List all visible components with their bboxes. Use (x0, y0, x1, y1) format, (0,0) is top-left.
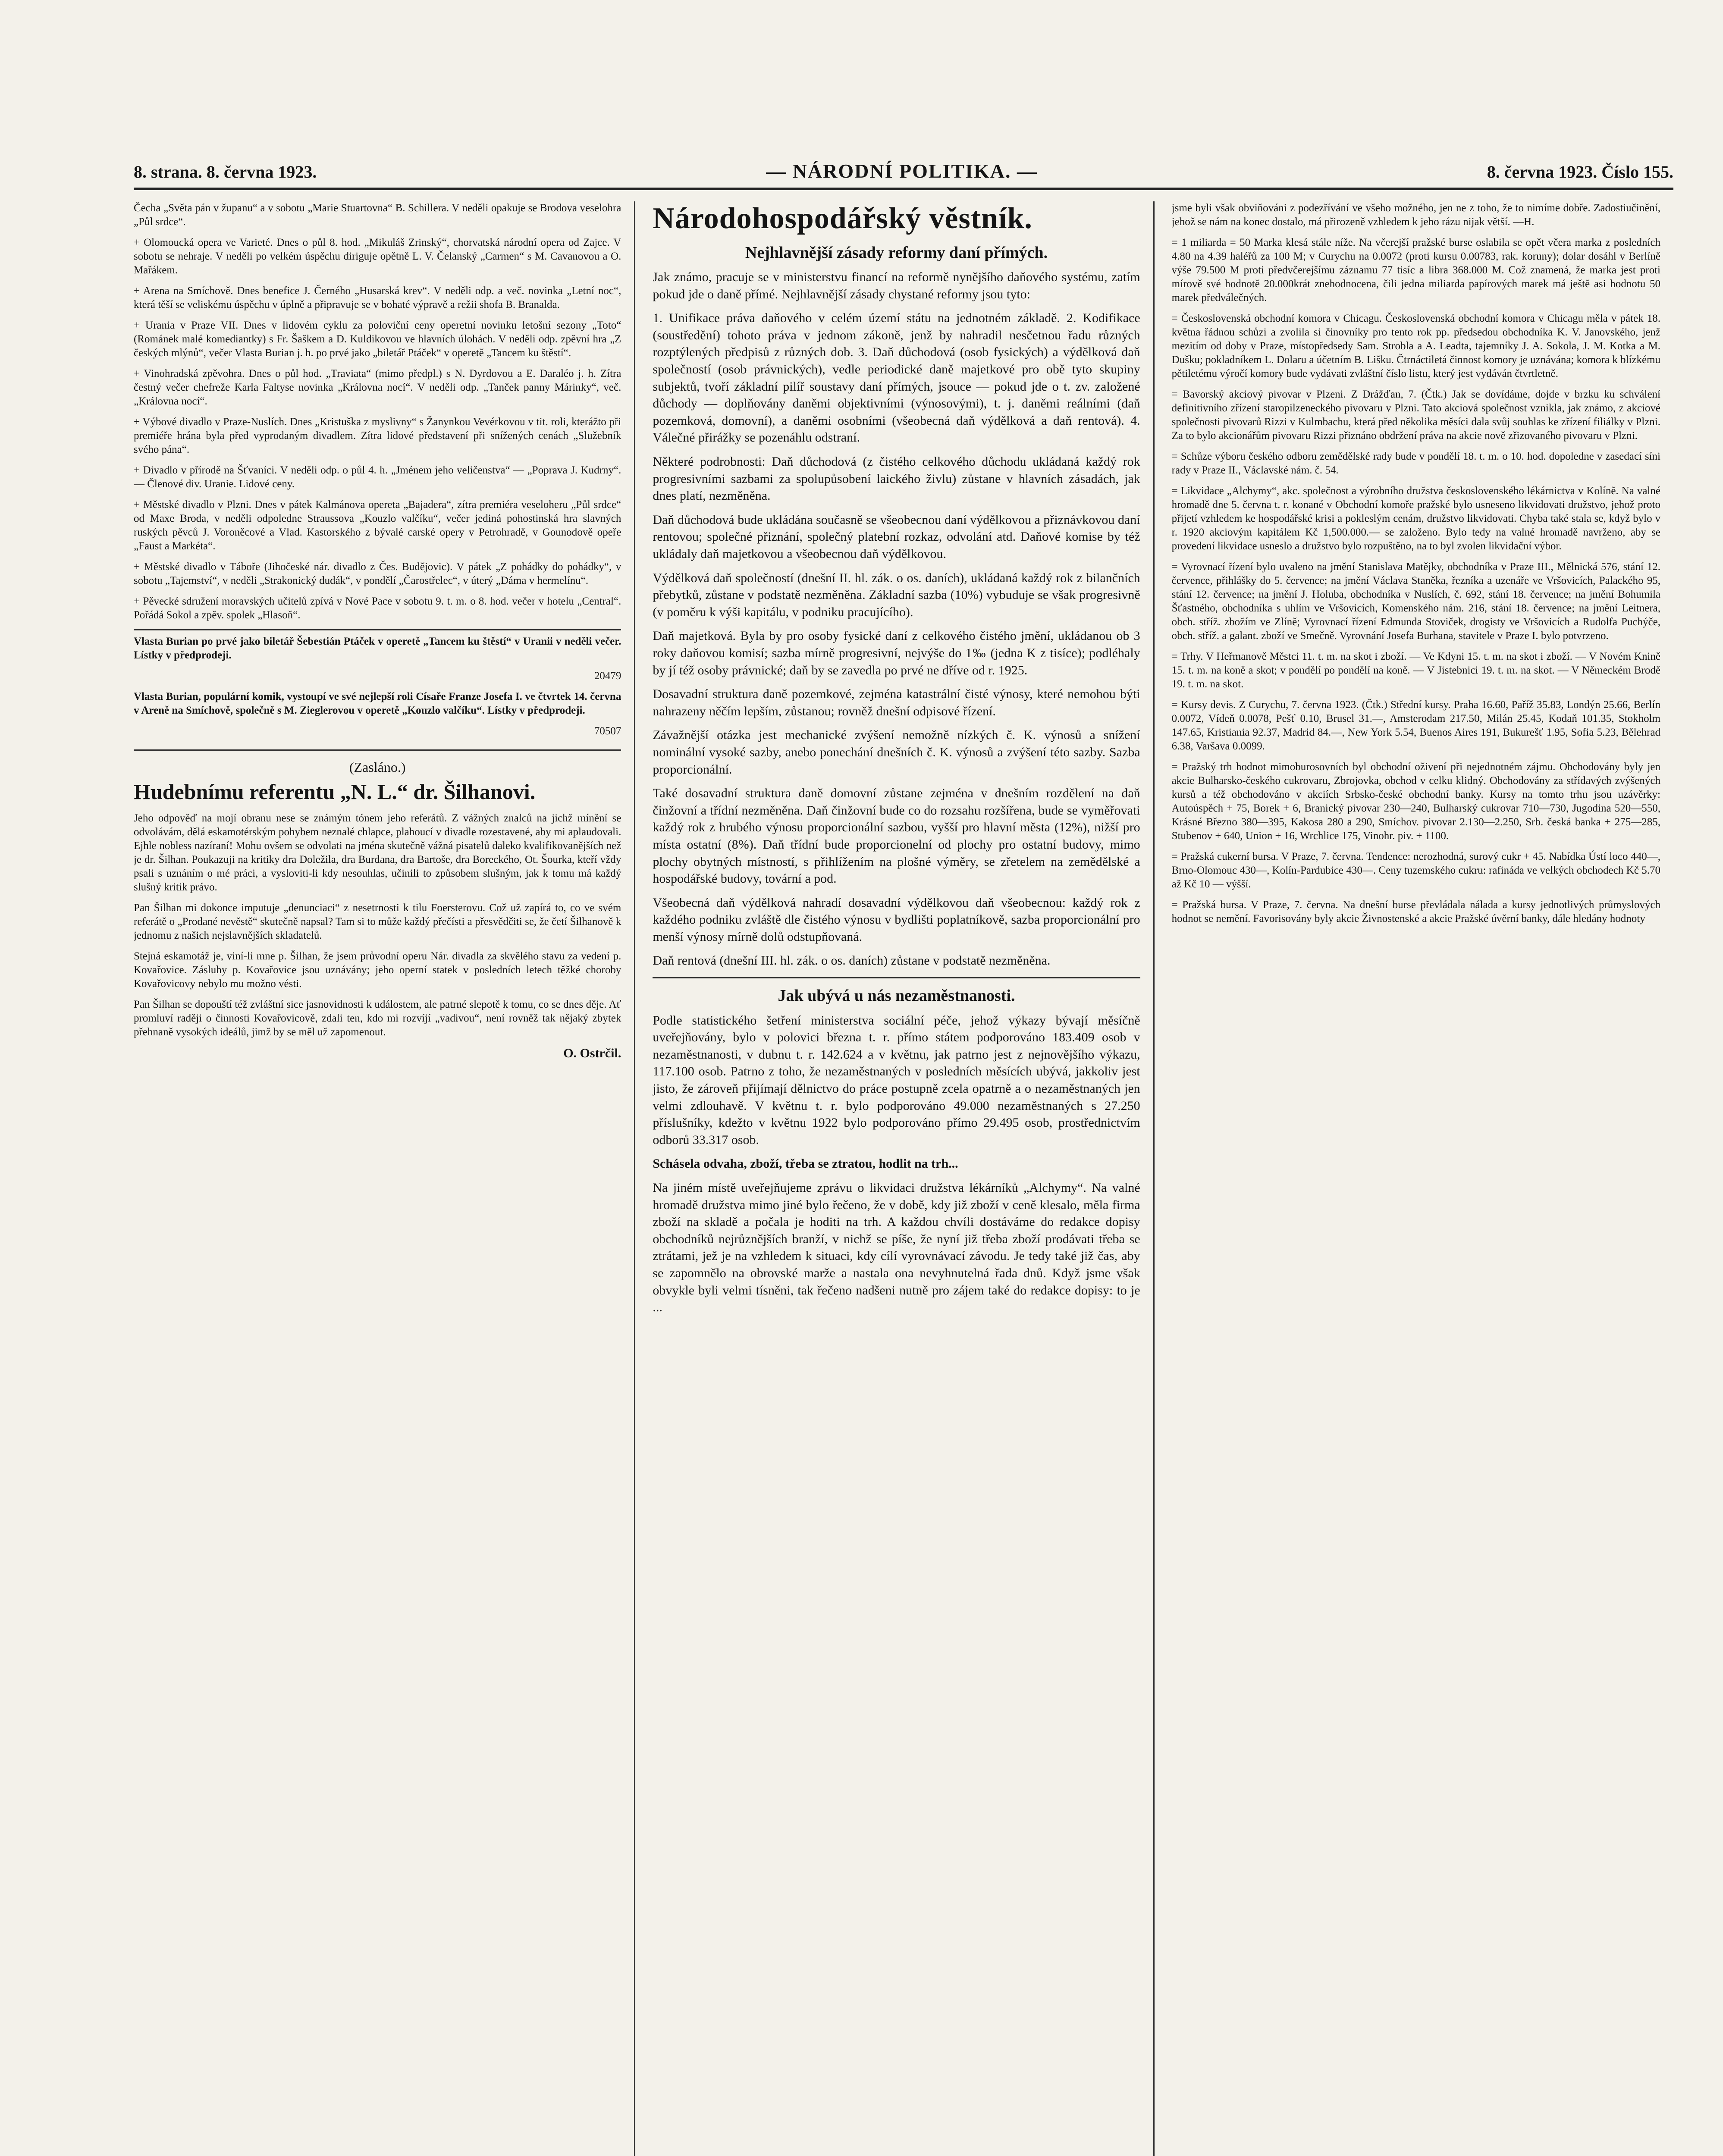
header-newspaper-title: — NÁRODNÍ POLITIKA. — (766, 160, 1038, 182)
theatre-news-item: + Vinohradská zpěvohra. Dnes o půl hod. „Traviata“ (mimo předpl.) s N. Dyrdovou a E. Daraléo j. h. Zítra čestný večer chefreže Karla Faltyse novinka „Královna nocí“. V neděli odp. „Tanček panny Márinky“, več. „Královna nocí“. (134, 368, 621, 407)
zaslano-label: (Zasláno.) (349, 759, 406, 775)
section-title: Národohospodářský věstník. (653, 202, 1033, 235)
referent-paragraph: Jeho odpověď na mojí obranu nese se známým tónem jeho referátů. Z vážných znalců na jichž mínění se odvolávám, dělá eskamotérským pohybem neznalé chlapce, plahoucí v divadle rozestavené, aby mi aplaudovali. Ejhle nobless nazíraní! Mohu ovšem se odvolati na jména skutečně vážná pisatelů daleko kvalifikovanějších než je dr. Šilhan. Poukazuji na kritiky dra Doležila, dra Burdana, dra Bartoše, dra Boreckého, Ot. Šourka, kteří vždy psali s uznáním o mé práci, a vysloviti-li kdy nesouhlas, učinili to způsobem slušným, jak k tomu má každý slušný kritik právo. (134, 812, 621, 893)
advertisement-code: 70507 (594, 725, 621, 737)
article-paragraph: Jak známo, pracuje se v ministerstvu financí na reformě nynějšího daňového systému, zatím pokud jde o daně přímé. Nejhlavnější zásady chystané reformy jsou tyto: (653, 270, 1140, 301)
economic-news-item: = Bavorský akciový pivovar v Plzeni. Z Drážďan, 7. (Čtk.) Jak se dovídáme, dojde v brzku ku schválení definitivního zřízení staropilzeneckého pivovaru v Plzni. Tato akciová společnost vznikla, jak známo, z akciové společnosti pivovarů Rizzi v Kulmbachu, která před několika měsíci dala svůj souhlas ke zřízení filiálky v Plzni. Za to bylo akcionářům pivovaru Rizzi přiznáno obdržení práva na akcie nově zřizovaného pivovaru v Plzni. (1171, 389, 1660, 442)
article-paragraph: Některé podrobnosti: Daň důchodová (z čistého celkového důchodu ukládaná každý rok progresivními sazbami za spolupůsobení laického živlu) zůstane v hlavních zásadách, jak dnes platí, nezměněna. (653, 454, 1140, 503)
header-page-date: 8. strana. 8. června 1923. (134, 162, 317, 182)
advertisement-text: Vlasta Burian, populární komik, vystoupí ve své nejlepší roli Císaře Franze Josefa I. ve čtvrtek 14. června v Areně na Smíchově, společně s M. Zieglerovou v operetě „Kouzlo valčíku“. Lístky v předprodeji. (134, 691, 621, 716)
page-header (134, 160, 1673, 190)
article-paragraph: Daň důchodová bude ukládána současně se všeobecnou daní výdělkovou a přiznávkovou daní rentovou; společné přiznání, společný platební rozkaz, odvolání atd. Daňové komise by též ukládaly daň majetkovou a všeobecnou daň výdělkovou. (653, 512, 1140, 561)
article-paragraph: Závažnější otázka jest mechanické zvýšení nemožně nízkých č. K. výnosů a snížení nominální vysoké sazby, anebo ponechání dnešních č. K. výnosů a zvýšení této sazby. Sazba proporcionální. (653, 728, 1140, 777)
article-paragraph: Všeobecná daň výdělková nahradí dosavadní výdělkovou daň všeobecnou: každý rok z každého podniku zvláště dle čistého výnosu v bydlišti poplatníkově, sazba proporcionální pro menší výnosy mírně dolů odstupňovaná. (653, 895, 1140, 944)
article-headline: Nejhlavnější zásady reformy daní přímých. (745, 243, 1048, 262)
referent-paragraph: Stejná eskamotáž je, viní-li mne p. Šilhan, že jsem průvodní operu Nár. divadla za skvělého stavu za vedení p. Kovařovice. Zásluhy p. Kovařovice jsou uznávány; jeho operní statek v posledních letech těžké choroby Kovařovicovy nebylo mu možno vésti. (134, 950, 621, 990)
economic-news-item: = 1 miliarda = 50 Marka klesá stále níže. Na včerejší pražské burse oslabila se opět včera marka z posledních 4.80 na 4.39 haléřů za 100 M; v Curychu na 0.0072 (proti kursu 0.00783, rak. koruny); dolar dosáhl v Berlíně výše 79.500 M proti předvčerejšímu záznamu 77 tisíc a libra 368.000 M. Což znamená, že marka jest proti mírově své hodnotě 20.000krát znehodnocena, čili jedna miliarda papírových marek má ještě asi hodnotu 50 marek předválečných. (1171, 237, 1660, 304)
newspaper-page (134, 160, 1673, 2156)
theatre-news-item: + Arena na Smíchově. Dnes benefice J. Černého „Husarská krev“. V neděli odp. a več. novinka „Letní noc“, která těší se veliskému úspěchu v úplně a připravuje se v bohaté výpravě a režii shofa B. Branalda. (134, 285, 621, 310)
economic-news-item: = Kursy devis. Z Curychu, 7. června 1923. (Čtk.) Střední kursy. Praha 16.60, Paříž 35.83, Londýn 25.66, Berlín 0.0072, Vídeň 0.0078, Pešť 0.10, Brusel 31.—, Amsterodam 217.50, Milán 25.45, Kodaň 101.35, Stokholm 147.65, Kristiania 92.37, Madrid 84.—, New York 5.54, Buenos Aires 191, Bukurešť 1.95, Sofia 5.23, Bělehrad 6.38, Varšava 0.0099. (1171, 699, 1660, 752)
column-right (1172, 201, 1673, 2156)
advertisement-code: 20479 (594, 670, 621, 682)
article-paragraph: Dosavadní struktura daně pozemkové, zejména katastrální čisté výnosy, které nemohou býti nahrazeny něčím lepším, zůstanou; rovněž dnešní odpisové řízení. (653, 687, 1140, 718)
economic-news-item: = Pražská cukerní bursa. V Praze, 7. června. Tendence: nerozhodná, surový cukr + 45. Nabídka Ústí loco 440—, Brno-Olomouc 430—, Kolín-Pardubice 430—. Ceny tuzemského cukru: rafináda ve velkých obchodech Kč 5.70 až Kč 10 — výšší. (1171, 851, 1660, 890)
theatre-news-item: + Divadlo v přírodě na Šťvaníci. V neděli odp. o půl 4. h. „Jménem jeho veličenstva“ — „Poprava J. Kudrny“. — Členové div. Uranie. Lidové ceny. (134, 464, 621, 490)
referent-paragraph: Pan Šilhan se dopouští též zvláštní sice jasnovidnosti k událostem, ale patrné slepotě k tomu, co se dnes děje. Ať promluví raději o činnosti Kovařovicově, zdali ten, kdo mi rozvíjí „vadivou“, není rovněž tak nějaký zbytek přehnaně vysokých ideálů, jimž by se měl už zapomenout. (134, 998, 621, 1038)
economic-news-item: = Pražská bursa. V Praze, 7. června. Na dnešní burse převládala nálada a kursy jednotlivých průmyslových hodnot se nemění. Favorisovány byly akcie Živnostenské a akcie Pražské úvěrní banky, dále hledány hodnoty (1171, 899, 1660, 924)
article-paragraph: 1. Unifikace práva daňového v celém území státu na jednotném základě. 2. Kodifikace (soustředění) tohoto práva v jednom zákoně, jenž by nahradil nesčetnou řadu různých rozptýlených předpisů z různých dob. 3. Daň důchodová (osob fysických) a výdělková daň společností (osob právnických), vedle periodické daně majetkové pro obě tyto skupiny subjektů, tvoří základní pilíř soustavy daní přímých, jsouce — pokud jde o t. zv. založené důchody — doplňovány daněmi objektivními (výnosovými), t. j. daněmi reálními (daň pozemková, domovní), a daněmi osobními (všeobecná daň výdělková a daň rentová). 4. Válečné přirážky se pozenáhlu odstraní. (653, 311, 1140, 445)
article-paragraph: Výdělková daň společností (dnešní II. hl. zák. o os. daních), ukládaná každý rok z bilančních přebytků, zůstane v podstatě nezměněna. Základní sazba (10%) vybuduje se však progresivně (v poměru k výši kapitálu, v podniku pracujícího). (653, 570, 1140, 619)
columns (134, 201, 1673, 2156)
economic-news-item: = Pražský trh hodnot mimoburosovních byl obchodní oživení při nejednotném zájmu. Obchodovány byly jen akcie Bulharsko-českého cukrovaru, Zbrojovka, obchod v celku klidný. Obchodovány za střídavých zvýšených kursů a též obchodováno v akciích Srbsko-české obchodní banky. Kursy na tomto trhu jsou uzávěrky: Autoúspěch + 75, Borek + 6, Branický pivovar 230—240, Bulharský cukrovar 710—730, Jugodina 520—550, Krásné Březno 380—395, Kakosa 280 a 290, Smíchov. pivovar 2.130—2.250, Srb. česká banka + 275—285, Stubenov + 640, Union + 16, Wrchlice 175, Vinohr. piv. + 1100. (1171, 761, 1660, 842)
article-paragraph: Daň rentová (dnešní III. hl. zák. o os. daních) zůstane v podstatě nezměněna. (653, 953, 1051, 968)
theatre-news-item: + Urania v Praze VII. Dnes v lidovém cyklu za poloviční ceny operetní novinku letošní sezony „Toto“ (Románek malé komediantky) s Fr. Šaškem a D. Kuldikovou ve hlavních úlohách. V neděli odp. zpěvní hra „Z českých mlýnů“, večer Vlasta Burian j. h. po prvé jako „biletář Ptáček“ v operetě „Tancem ku štěstí“. (134, 320, 621, 359)
article-lead: Schásela odvaha, zboží, třeba se ztratou, hodlit na trh... (653, 1156, 958, 1171)
article-paragraph: Daň majetková. Byla by pro osoby fysické daní z celkového čistého jmění, ukládanou ob 3 roky daňovou komisí; sazba mírně progresivní, nejvýše do 1‰ (jedna K z tisíce); podléhaly by jí též osoby právnické; daň by se zavedla po prvé ne dříve od r. 1925. (653, 629, 1140, 677)
header-issue-number: 8. června 1923. Číslo 155. (1487, 162, 1673, 182)
economic-news-item: = Československá obchodní komora v Chicagu. Československá obchodní komora v Chicagu měla v pátek 18. května řádnou schůzi a zvolila si činovníky pro tento rok pp. předsedou obchodníka K. V. Janovského, jenž mezitím od doby v Praze, místopředsedy Sam. Strobla a A. Leadta, tajemníky J. A. Sokola, J. M. Kotka a M. Dušku; pokladníkem L. Dolaru a účetním B. Lišku. Čtrnáctiletá činnost komory je uznávána; komora k blízkému pětiletému výročí komory bude vydávati zvláštní číslo listu, který jest vydáván čtvrtletně. (1171, 313, 1660, 379)
advertisement-block (134, 629, 621, 751)
article-paragraph: Na jiném místě uveřejňujeme zprávu o likvidaci družstva lékárníků „Alchymy“. Na valné hromadě družstva mimo jiné bylo řečeno, že v době, kdy již zboží v ceně klesalo, měla firma zboží na skladě a počala je hoditi na trh. A každou chvíli dostáváme do redakce dopisy obchodníků nejrůznějších branží, v nichž se píše, že nyní již třeba zboží prodávati třeba se ztrátami, jež je na vzhledem k situaci, kdy cílí vyrovnávací závodu. Je tedy také již čas, aby se zapomnělo na obrovské marže a nastala ona nevyhnutelná řada dnů. Když jsme však obvykle byli velmi tísněni, tak řečeno nadšeni nutně pro zájem také do redakce dopisy: to je ... (653, 1181, 1140, 1315)
theatre-news-item: + Výbové divadlo v Praze-Nuslích. Dnes „Kristuška z myslivny“ s Žanynkou Vevérkovou v tit. roli, kterážto při premiéře hrána byla před vyprodaným divadlem. Zítra lidové představení při snížených cenách „Služebník svého pána“. (134, 416, 621, 455)
theatre-news-item: + Pěvecké sdružení moravských učitelů zpívá v Nové Pace v sobotu 9. t. m. o 8. hod. večer v hotelu „Central“. Pořádá Sokol a zpěv. spolek „Hlasoň“. (134, 595, 621, 621)
referent-paragraph: Pan Šilhan mi dokonce imputuje „denunciaci“ z nesetrnosti k tilu Foersterovu. Což už zapírá to, co ve svém referátě o „Prodané nevěstě“ skutečně napsal? Tam si to může každý přečísti a přesvědčiti se, že četí Šilhanově k jednomu z našich nejslavnějších skladatelů. (134, 902, 621, 941)
economic-news-item: = Schůze výboru českého odboru zemědělské rady bude v pondělí 18. t. m. o 10. hod. dopoledne v zasedací síni rady v Praze II., Václavské nám. č. 54. (1171, 451, 1660, 476)
divider (653, 977, 1140, 978)
theatre-news-item: Čecha „Světa pán v županu“ a v sobotu „Marie Stuartovna“ B. Schillera. V neděli opakuje se Brodova veselohra „Půl srdce“. (134, 202, 621, 228)
economic-news-item: = Trhy. V Heřmanově Městci 11. t. m. na skot i zboží. — Ve Kdyni 15. t. m. na skot i zboží. — V Novém Knině 15. t. m. na koně a skot; v pondělí po pondělí na koně. — V Jistebnici 19. t. m. na skot. — V Německém Brodě 19. t. m. na skot. (1171, 651, 1660, 690)
economic-news-item: = Vyrovnací řízení bylo uvaleno na jmění Stanislava Matějky, obchodníka v Praze III., Mělnická 576, stání 12. července, přihlášky do 5. července; na jmění Václava Staněka, řezníka a uzenáře ve Vršovicích, Palackého 95, stání 12. července; na jmění J. Holuba, obchodníka v Nuslích, č. 692, stání 18. července; na jmění Bohumila Šťastného, obchodníka s uhlím ve Vršovicích, Komenského nám. 216, stání 18. července; na jmění Leitnera, obch. stříž. zbožím ve Zlíně; Vyrovnací řízení Edmunda Stoviček, drogisty ve Vršovicích a Rudolfa Puchýče, obch. stříž. a galant. zboží ve Smečně. Vyrovnání Josefa Burhana, stavitele v Praze I. bylo potvrzeno. (1171, 561, 1660, 642)
continued-paragraph: jsme byli však obviňováni z podezřívání ve všeho možného, jen ne z toho, že to nimíme dobře. Zadostiučinění, jehož se nám na konec dostalo, má přirozeně vzhledem k jeho rázu nijak větší. —H. (1171, 202, 1660, 228)
theatre-news-item: + Městské divadlo v Táboře (Jihočeské nár. divadlo z Čes. Budějovic). V pátek „Z pohádky do pohádky“, v sobotu „Tajemství“, v neděli „Strakonický dudák“, v pondělí „Čarostřelec“, v úterý „Dáma v hermelínu“. (134, 561, 621, 586)
theatre-news-item: + Olomoucká opera ve Varieté. Dnes o půl 8. hod. „Mikuláš Zrinský“, chorvatská národní opera od Zajce. V sobotu se nehraje. V neděli po velkém úspěchu diriguje opětně L. V. Čelanský „Carmen“ s M. Cavanovou a O. Mařákem. (134, 237, 621, 276)
theatre-news-item: + Městské divadlo v Plzni. Dnes v pátek Kalmánova opereta „Bajadera“, zítra premiéra veseloheru „Půl srdce“ od Maxe Broda, v neděli odpoledne Straussova „Kouzlo valčíku“, večer jediná pohostinská hra slavných ruských pěvců J. Voroněcové a Vlad. Kastorského z bývalé carské opery v Petrohradě, v Gounodově opeře „Faust a Markéta“. (134, 499, 621, 552)
advertisement-text: Vlasta Burian po prvé jako biletář Šebestián Ptáček v operetě „Tancem ku štěstí“ v Uranii v neděli večer. Lístky v předprodeji. (134, 636, 621, 661)
article-headline: Jak ubývá u nás nezaměstnanosti. (778, 987, 1015, 1005)
article-paragraph: Podle statistického šetření ministerstva sociální péče, jehož výkazy bývají měsíčně uveřejňovány, bylo v polovici března t. r. přímo státem podporováno 183.409 osob v nezaměstnanosti, v dubnu t. r. 142.624 a v květnu, jak patrno jest z nejnovějšího výkazu, 117.100 osob. Patrno z toho, že nezaměstnaných v posledních měsících ubývá, jakkoliv jest jisto, že zároveň přijímají dělnictvo do práce postupně zcela opatrně a o nezaměstnaných jen velmi zdlouhavě. V květnu t. r. bylo podporováno 49.000 nezaměstnaných s 27.250 příslušníky, kdežto v květnu 1922 bylo podporováno přímo 29.495 osob, prostřednictvím odborů 33.317 osob. (653, 1013, 1140, 1147)
column-left (134, 201, 635, 2156)
article-paragraph: Také dosavadní struktura daně domovní zůstane zejména v dnešním rozdělení na daň činžovní a třídní nezměněna. Daň činžovní bude co do rozsahu rozšířena, bude se vyměřovati každý rok z hrubého výnosu proporcionální sazbou, vyšší pro hlavní města (12%), nižší pro místa ostatní (8%). Daň třídní bude proporcionelní od plochy pro ostatní budovy, mimo plochy obytných místností, s přihlížením na plošné výměry, se zřetelem na zemědělské a hospodářské budovy, tovární a pod. (653, 786, 1140, 886)
column-middle (653, 201, 1154, 2156)
signature: O. Ostrčil. (563, 1046, 621, 1060)
economic-news-item: = Likvidace „Alchymy“, akc. společnost a výrobního družstva československého lékárnictva v Kolíně. Na valné hromadě dne 5. června t. r. konané v Obchodní komoře pražské bylo usneseno likvidovati družstvo, jehož proto přijetí vzhledem ke hospodářské krisi a pokleslým cenám, družstvo likvidovati. Chyba také stala se, když bylo v r. 1920 akciovým kapitálem Kč 1,500.000.— se založeno. Bylo tedy na valné hromadě navrženo, aby se provedení likvidace usneslo a družstvo bylo rozpuštěno, na to byl zvolen likvidační výbor. (1171, 485, 1660, 552)
referent-headline: Hudebnímu referentu „N. L.“ dr. Šilhanovi. (134, 780, 536, 804)
